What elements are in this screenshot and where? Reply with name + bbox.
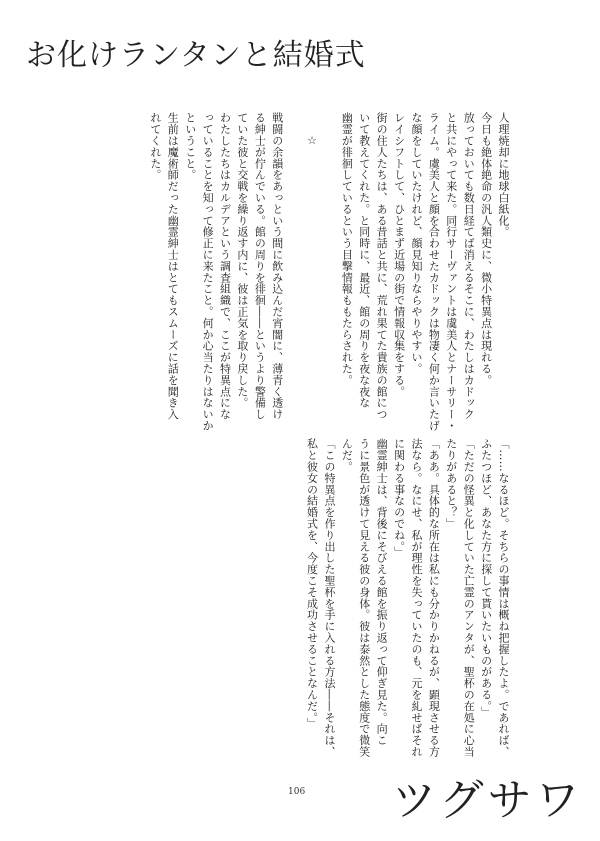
text-line: 戦闘の余韻をあっという間に飲み込んだ宵闇に、薄青く透け (270, 112, 284, 420)
text-line: っていることを知って修正に来たこと。何か心当たりはないか (201, 112, 215, 432)
text-line: 私と彼女の結婚式を、今度こそ成功させることなんだ。」 (305, 438, 319, 729)
text-column-bottom (303, 438, 512, 758)
text-line: 「……なるほど。そちらの事情は概ね把握したよ。であれば、 (497, 438, 510, 758)
text-line: 「ああ。具体的な所在は私にも分かりかねるが、顕現させる方 (427, 438, 441, 758)
text-line: れてくれた。 (148, 112, 162, 181)
text-line: ということ。 (183, 112, 197, 181)
page-number: 106 (288, 787, 306, 797)
blank-line (321, 112, 338, 352)
text-line: レイシフトして、ひとまず近場の街で情報収集をする。 (392, 112, 406, 397)
text-line: うに景色が透けて見える彼の身体。彼は泰然とした態度で微笑 (357, 438, 371, 758)
blank-line (286, 112, 303, 352)
text-line: ていた彼と交戦を繰り返す内に、彼は正気を取り戻した。 (235, 112, 249, 409)
text-line: 「この特異点を作り出した聖杯を手に入れる方法――それは、 (322, 438, 336, 758)
text-line: 今日も絶体絶命の汎人類史に、微小特異点は現れる。 (479, 112, 493, 386)
text-line: ライム。虞美人と顔を合わせたカドックは物凄く何か言いたげ (427, 112, 441, 432)
text-line: ふたつほど、あなた方に探して貰いたいものがある。」 (479, 438, 493, 718)
text-line: 街の住人たちは、ある昔話と共に、荒れ果てた貴族の館につ (375, 112, 389, 420)
text-line: 法なら。なにせ、私が理性を失っていたのも、元を糺せばそれ (409, 438, 423, 758)
text-line: いて教えてくれた。と同時に、最近、館の周りを夜な夜な (357, 112, 371, 409)
author-name: ツグサワ (392, 775, 584, 826)
text-line: 幽霊紳士は、背後にそびえる館を振り返って仰ぎ見た。向こ (375, 438, 389, 746)
text-line: 「ただの怪異と化していた亡霊のアンタが、聖杯の在処に心当 (462, 438, 476, 758)
text-line: 人理焼却に地球白紙化。 (497, 112, 510, 238)
text-line: と共にやって来た。同行サーヴァントは虞美人とナーサリー・ (444, 112, 458, 432)
text-line: る紳士が佇んでいる。館の周りを徘徊――というより警備し (253, 112, 267, 420)
section-break-star: ☆ (305, 134, 319, 148)
text-line: 放っておいても数日経てば消えるそこに、わたしはカドック (462, 112, 476, 420)
text-line: わたしたちはカルデアという調査組織で、ここが特異点にな (218, 112, 232, 420)
text-line: 生前は魔術師だった幽霊紳士はとてもスムーズに話を聞き入 (166, 112, 180, 420)
text-column-top (146, 112, 512, 432)
text-line: んだ。 (340, 438, 354, 473)
text-line: たりがあると？」 (444, 438, 458, 530)
text-line: な顔をしていたけれど、顔見知りならやりやすい。 (409, 112, 423, 375)
text-line: 幽霊が徘徊しているという目撃情報ももたらされた。 (340, 112, 354, 386)
page-title: お化けランタンと結婚式 (26, 38, 366, 73)
text-line: に関わる事なのでね。」 (392, 438, 406, 558)
